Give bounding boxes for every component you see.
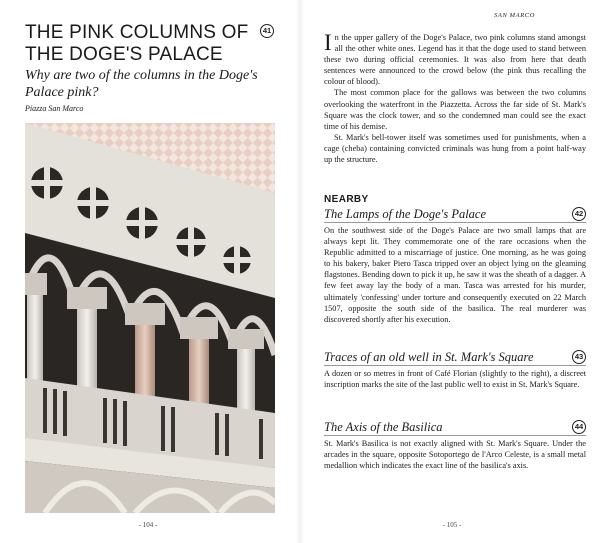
running-head: SAN MARCO — [494, 12, 535, 19]
chapter-subtitle: Why are two of the columns in the Doge's Palace pink? — [25, 68, 258, 100]
nearby-section — [324, 350, 586, 390]
paragraph: In the upper gallery of the Doge's Palace, two pink columns stand amongst all the other white ones. Legend has it that the doge used to stand between these two during official ceremonies. It was also from here that death sentences were announced to the crowd below (the pink thus recalling the colour of blood). — [324, 30, 586, 87]
section-body: A dozen or so metres in front of Café Florian (slightly to the right), a discreet inscription marks the site of the last public well to exist in St. Mark's Square. — [324, 369, 586, 390]
section-number-badge: 44 — [572, 420, 586, 434]
page-number: - 104 - — [138, 521, 158, 529]
left-page — [0, 0, 296, 543]
section-number-badge: 43 — [572, 350, 586, 364]
right-page — [304, 0, 600, 543]
section-header — [324, 350, 586, 366]
section-header — [324, 420, 586, 436]
section-title: Traces of an old well in St. Mark's Square — [324, 350, 534, 364]
chapter-number-badge: 41 — [260, 24, 274, 38]
section-body: St. Mark's Basilica is not exactly aligned with St. Mark's Square. Under the arcades in the square, opposite Sotoportego de l'Arco Celeste, is a small metal medallion which indicates the exact line of the basilica's axis. — [324, 439, 586, 471]
section-header — [324, 207, 586, 223]
section-title: The Axis of the Basilica — [324, 420, 443, 434]
section-title: The Lamps of the Doge's Palace — [324, 207, 487, 221]
paragraph: St. Mark's bell-tower itself was sometimes used for punishments, when a cage (cheba) containing convicted criminals was hung from a point half-way up the structure. — [324, 132, 586, 165]
location-label: Piazza San Marco — [25, 104, 84, 113]
section-number-badge: 42 — [572, 207, 586, 221]
drop-cap: I — [324, 30, 332, 55]
doges-palace-photo — [25, 123, 275, 513]
chapter-title: THE PINK COLUMNS OF THE DOGE'S PALACE — [25, 22, 249, 65]
nearby-section — [324, 207, 586, 325]
page-number: - 105 - — [442, 521, 462, 529]
book-gutter — [296, 0, 304, 543]
main-article — [324, 32, 586, 165]
section-body: On the southwest side of the Doge's Palace are two small lamps that are always kept lit. They commemorate one of the rare occasions when the Republic admitted to a miscarriage of justice. One morning, as he was going to his bakery, baker Piero Tasca tripped over an object lying on the gleaming flagstones. Bending down to pick it up, he saw it was the sheath of a dagger. A few feet away lay the body of a man. Tasca was arrested for his murder, ultimately 'confessing' under torture and consequently executed on 22 March 1507, opposite the south side of the basilica. The real murderer was discovered shortly after his execution. — [324, 226, 586, 324]
paragraph: The most common place for the gallows was between the two columns overlooking the waterfront in the Piazzetta. Across the far side of St. Mark's Square was the clock tower, and so the condemned man could see the exact time of his demise. — [324, 88, 586, 131]
nearby-section — [324, 420, 586, 471]
nearby-heading: NEARBY — [324, 194, 369, 205]
